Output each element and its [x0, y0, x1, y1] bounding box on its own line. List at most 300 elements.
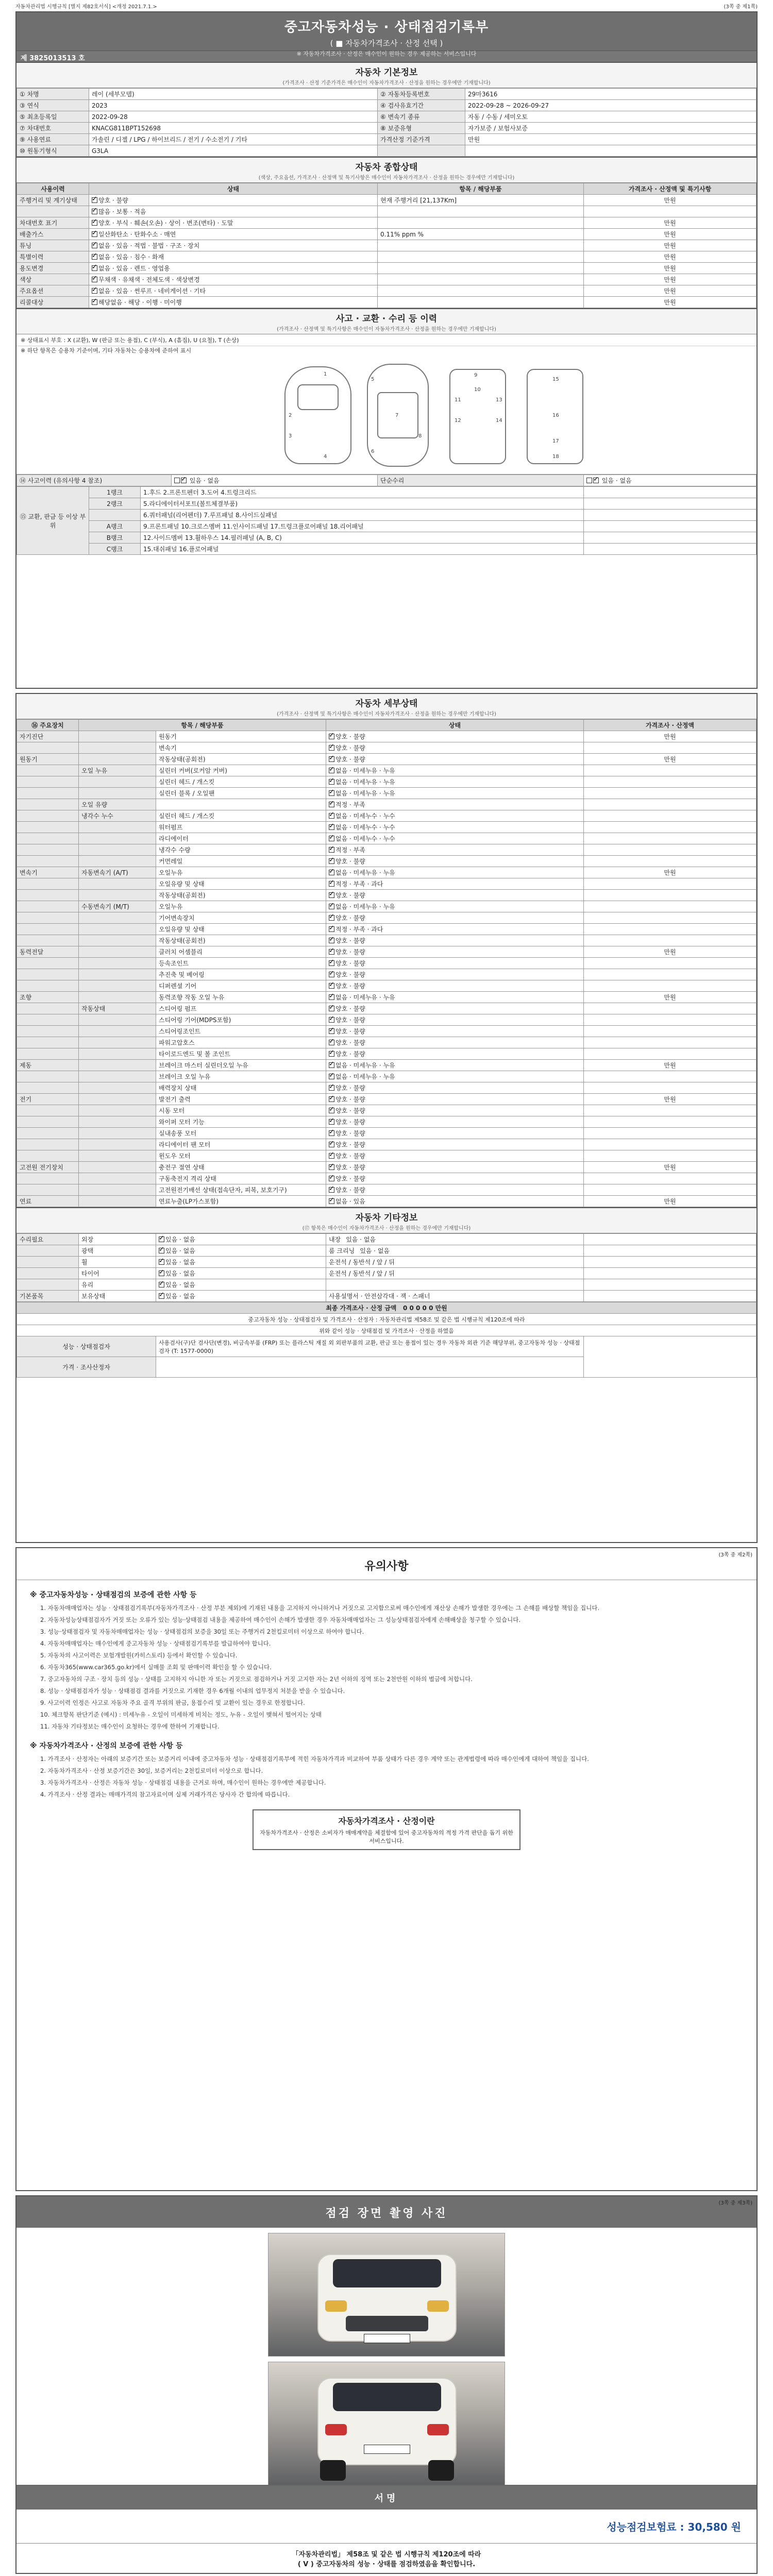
checkbox-checked[interactable]: [92, 231, 97, 237]
rank-items: 6.쿼터패널(리어펜더) 7.루프패널 8.사이드실패널: [141, 510, 584, 521]
detail-item: 클러치 어셈블리: [156, 946, 326, 958]
checkbox-checked[interactable]: [159, 1236, 164, 1242]
detail-price: [584, 822, 757, 833]
detail-price: [584, 742, 757, 754]
basic-info-row: [17, 89, 757, 100]
checkbox-checked[interactable]: [159, 1270, 164, 1276]
detail-state-options: 양호 · 불량: [335, 1005, 365, 1012]
summary-col-item: 사용이력: [17, 183, 89, 195]
rank-price: [584, 487, 757, 498]
detail-state: [326, 912, 584, 924]
detail-item: 배력장치 상태: [156, 1082, 326, 1094]
basic-info-label: ⑧ 보증유형: [378, 123, 465, 134]
basic-info-value: 자동 / 수동 / 세미오토: [465, 111, 757, 123]
etc-state: [156, 1234, 326, 1245]
summary-price: 만원: [584, 285, 757, 297]
rank-label: A랭크: [89, 521, 141, 532]
checkbox-checked[interactable]: [329, 1017, 334, 1023]
etc-state-options: 있음 · 없음: [165, 1270, 195, 1277]
checkbox-checked[interactable]: [329, 824, 334, 830]
etc-item: 휠: [79, 1257, 156, 1268]
checkbox-checked[interactable]: [329, 1108, 334, 1113]
checkbox-checked[interactable]: [329, 1085, 334, 1091]
detail-row: [17, 856, 757, 867]
summary-price: [584, 206, 757, 217]
detail-item: 작동상태(공회전): [156, 890, 326, 901]
checkbox-checked[interactable]: [593, 478, 599, 483]
panel-number: 12: [455, 418, 461, 423]
etc-item-2: [326, 1257, 584, 1268]
checkbox-checked[interactable]: [92, 299, 97, 305]
detail-price: [584, 1037, 757, 1048]
detail-group: [17, 890, 79, 901]
etc-state-options: 있음 · 없음: [165, 1281, 195, 1289]
detail-row: [17, 867, 757, 878]
summary-col-detail: 항목 / 해당부품: [378, 183, 584, 195]
detail-row: [17, 1037, 757, 1048]
checkbox-checked[interactable]: [92, 265, 97, 271]
summary-price: 만원: [584, 240, 757, 251]
accident-legend-2: ※ 하단 항목은 승용차 기준이며, 기타 자동차는 승용차에 준하여 표시: [21, 347, 192, 354]
detail-state: [326, 890, 584, 901]
basic-info-label: 가격산정 기준가격: [378, 134, 465, 145]
detail-price: [584, 1105, 757, 1116]
checkbox-checked[interactable]: [329, 1096, 334, 1102]
detail-group: [17, 1003, 79, 1014]
checkbox[interactable]: [586, 478, 592, 483]
detail-state: [326, 1082, 584, 1094]
etc-state-options: 있음 · 없음: [165, 1247, 195, 1255]
summary-state: [89, 251, 378, 263]
detail-state: [326, 799, 584, 810]
checkbox-checked[interactable]: [329, 745, 334, 751]
checkbox-checked[interactable]: [329, 1040, 334, 1045]
rank-row: [17, 487, 757, 498]
simple-repair-label: 단순수리: [378, 475, 584, 486]
detail-item: 윈도우 모터: [156, 1150, 326, 1162]
checkbox-checked[interactable]: [329, 802, 334, 807]
summary-detail: 현재 주행거리 [21,137Km]: [378, 195, 584, 206]
checkbox-checked[interactable]: [329, 960, 334, 966]
checkbox-checked[interactable]: [329, 1153, 334, 1159]
detail-price: [584, 1128, 757, 1139]
detail-row: [17, 731, 757, 742]
detail-group: [17, 856, 79, 867]
detail-state-options: 양호 · 불량: [335, 1050, 365, 1058]
detail-sub: [79, 1082, 156, 1094]
basic-info-value: 자가보증 / 보험사보증: [465, 123, 757, 134]
panel-number: 14: [496, 418, 502, 423]
detail-row: [17, 1094, 757, 1105]
notice-item: 10. 체크항목 판단기준 (예시) : 미세누유 - 오일이 미세하게 비치는 정도, 누유 - 오일이 맺혀서 떨어지는 상태: [40, 1711, 322, 1718]
rank-price: [584, 498, 757, 510]
checkbox-checked[interactable]: [329, 1062, 334, 1068]
page-indicator: (3쪽 중 제3쪽): [718, 2200, 752, 2206]
basic-info-row: [17, 134, 757, 145]
summary-label: 주요옵션: [17, 285, 89, 297]
detail-sub: 냉각수 누수: [79, 810, 156, 822]
checkbox-checked[interactable]: [329, 904, 334, 909]
accident-subtitle: (가격조사 · 산정액 및 특기사항은 매수인이 자동차가격조사 · 산정을 원하는 경우에만 기재합니다): [277, 327, 496, 332]
checkbox-checked[interactable]: [329, 1130, 334, 1136]
checkbox-checked[interactable]: [329, 1051, 334, 1057]
etc-item-2-label: 내장: [329, 1236, 341, 1243]
detail-group: 제동: [17, 1060, 79, 1071]
etc-subtitle: (⑰ 항목은 매수인이 자동차가격조사 · 산정을 원하는 경우에만 기재합니다): [302, 1226, 471, 1231]
rank-row: [17, 510, 757, 521]
checkbox-checked[interactable]: [329, 949, 334, 955]
etc-row: [17, 1279, 757, 1291]
detail-state: [326, 1026, 584, 1037]
detail-row: [17, 1071, 757, 1082]
detail-sub: [79, 742, 156, 754]
checkbox-checked[interactable]: [329, 847, 334, 853]
checkbox-checked[interactable]: [329, 858, 334, 864]
detail-sub: [79, 1037, 156, 1048]
detail-item: 실린더 커버(로커암 커버): [156, 765, 326, 776]
basic-info-row: [17, 100, 757, 111]
detail-state: [326, 1196, 584, 1207]
summary-state: [89, 195, 378, 206]
simple-repair-options: 있음 · 없음: [601, 477, 632, 484]
checkbox-checked[interactable]: [329, 813, 334, 819]
detail-row: [17, 788, 757, 799]
checkbox-checked[interactable]: [92, 220, 97, 226]
detail-sub: [79, 992, 156, 1003]
detail-state-options: 양호 · 불량: [335, 971, 365, 978]
checkbox-checked[interactable]: [159, 1293, 164, 1299]
notice-item: 9. 사고이력 인정은 사고로 자동차 주요 골격 부위의 판금, 용접수리 및 교환이 있는 경우로 한정합니다.: [40, 1699, 305, 1706]
panel-number: 8: [418, 433, 422, 439]
summary-row: [17, 229, 757, 240]
detail-state-options: 없음 · 있음: [335, 1198, 365, 1205]
detail-sub: [79, 1060, 156, 1071]
summary-price: 만원: [584, 195, 757, 206]
detail-price: [584, 912, 757, 924]
detail-price: 만원: [584, 1094, 757, 1105]
detail-sub: [79, 1162, 156, 1173]
detail-state: [326, 878, 584, 890]
etc-item-2: [326, 1234, 584, 1245]
detail-price: [584, 878, 757, 890]
outer-panel-label: ⑮ 교환, 판금 등 이상 부위: [17, 487, 89, 555]
etc-item-2: [326, 1245, 584, 1257]
basic-info-value: 2022-09-28 ~ 2026-09-27: [465, 100, 757, 111]
detail-price: [584, 901, 757, 912]
basic-info-header: [16, 62, 757, 88]
detail-row: [17, 946, 757, 958]
final-price-title: 최종 가격조사 · 산정 금액: [326, 1304, 397, 1312]
summary-state-options: 많음 · 보통 · 적음: [98, 208, 146, 215]
detail-group: [17, 776, 79, 788]
etc-item-2-label: 운전석 / 동반석 / 앞 / 뒤: [329, 1270, 395, 1277]
checkbox-checked[interactable]: [329, 870, 334, 875]
checkbox-checked[interactable]: [159, 1248, 164, 1253]
detail-state: [326, 1139, 584, 1150]
checkbox-checked[interactable]: [329, 1028, 334, 1034]
photo-section-title: 점검 장면 촬영 사진: [16, 2196, 757, 2228]
detail-state: [326, 980, 584, 992]
summary-detail: [378, 274, 584, 285]
detail-price: 만원: [584, 946, 757, 958]
page-3: [15, 1547, 758, 2191]
detail-sub: [79, 856, 156, 867]
detail-state: [326, 946, 584, 958]
detail-col-state: 상태: [326, 720, 584, 731]
etc-state-options: 있음 · 없음: [165, 1293, 195, 1300]
detail-state: [326, 844, 584, 856]
detail-sub: [79, 980, 156, 992]
detail-sub: [79, 1196, 156, 1207]
basic-info-value: 가솔린 / 디젤 / LPG / 하이브리드 / 전기 / 수소전기 / 기타: [89, 134, 378, 145]
checkbox-checked[interactable]: [92, 197, 97, 203]
stamp-cell: [584, 1336, 757, 1378]
panel-number: 2: [289, 413, 292, 418]
detail-item: 디퍼렌셜 기어: [156, 980, 326, 992]
checkbox-checked[interactable]: [92, 209, 97, 214]
checkbox-checked[interactable]: [329, 1187, 334, 1193]
rank-price: [584, 532, 757, 544]
detail-price: [584, 776, 757, 788]
notice-item: 5. 자동차의 사고이력은 보험개발원(카히스토리) 등에서 확인할 수 있습니다.: [40, 1652, 238, 1659]
detail-state: [326, 1150, 584, 1162]
basic-info-row: [17, 145, 757, 157]
notice-item: 1. 가격조사 · 산정자는 아래의 보증기간 또는 보증거리 이내에 중고자동차 성능 · 상태점검기록부에 적힌 자동차가격과 비교하여 부품 상태가 다른 경우 계약 또는 관계법령에 따라 매수인에게 대하여 책임을 집니다.: [40, 1755, 589, 1762]
etc-item-2: [326, 1291, 584, 1302]
summary-detail: [378, 297, 584, 308]
final-price-table: [16, 1302, 757, 1378]
checkbox-checked[interactable]: [329, 768, 334, 773]
detail-state: [326, 1173, 584, 1184]
checkbox[interactable]: [174, 478, 180, 483]
detail-state: [326, 958, 584, 969]
detail-item: 시동 모터: [156, 1105, 326, 1116]
etc-row: [17, 1291, 757, 1302]
summary-row: [17, 240, 757, 251]
detail-sub: 오일 누유: [79, 765, 156, 776]
detail-price: 만원: [584, 754, 757, 765]
rank-label: 1랭크: [89, 487, 141, 498]
detail-group: [17, 1048, 79, 1060]
detail-group: [17, 1184, 79, 1196]
checkbox-checked[interactable]: [329, 972, 334, 977]
checkbox-checked[interactable]: [329, 983, 334, 989]
notice-item: 11. 자동차 기타정보는 매수인이 요청하는 경우에 한하여 기재합니다.: [40, 1723, 220, 1730]
detail-row: [17, 1082, 757, 1094]
checkbox-checked[interactable]: [159, 1259, 164, 1265]
detail-item: 작동상태(공회전): [156, 754, 326, 765]
detail-state: [326, 1071, 584, 1082]
rank-row: [17, 532, 757, 544]
rank-label: [89, 510, 141, 521]
detail-state-options: 양호 · 불량: [335, 1028, 365, 1035]
detail-row: [17, 912, 757, 924]
detail-item: 브레이크 마스터 실린더오일 누유: [156, 1060, 326, 1071]
detail-group: 원동기: [17, 754, 79, 765]
pricing-explanation-box: [253, 1809, 520, 1850]
detail-state: [326, 935, 584, 946]
summary-detail: [378, 217, 584, 229]
detail-state: [326, 1014, 584, 1026]
detail-price: [584, 1139, 757, 1150]
detail-state-options: 없음 · 미세누수 · 누수: [335, 824, 395, 831]
detail-row: [17, 1139, 757, 1150]
detail-row: [17, 969, 757, 980]
detail-group: [17, 878, 79, 890]
rank-row: [17, 498, 757, 510]
summary-title: 자동차 종합상태: [355, 162, 418, 173]
detail-group: 동력전달: [17, 946, 79, 958]
detail-group: [17, 924, 79, 935]
detail-item: 발전기 출력: [156, 1094, 326, 1105]
rank-label: 2랭크: [89, 498, 141, 510]
checkbox-checked[interactable]: [329, 1176, 334, 1181]
summary-row: [17, 285, 757, 297]
summary-price: 만원: [584, 229, 757, 240]
detail-row: [17, 980, 757, 992]
document-title-band: [16, 12, 757, 57]
detail-state: [326, 1116, 584, 1128]
notice-subheading-2: ※ 자동차가격조사 · 산정의 보증에 관한 사항 등: [30, 1742, 183, 1750]
etc-row: [17, 1257, 757, 1268]
checkbox-checked[interactable]: [329, 1006, 334, 1011]
page-indicator: (3쪽 중 제1쪽): [724, 4, 758, 10]
accident-history-label: ⑭ 사고이력 (유의사항 4 참조): [17, 475, 172, 486]
checkbox-checked[interactable]: [329, 926, 334, 932]
checkbox-checked[interactable]: [92, 277, 97, 282]
detail-state: [326, 1048, 584, 1060]
checkbox-checked[interactable]: [92, 288, 97, 294]
detail-state-options: 양호 · 불량: [335, 960, 365, 967]
checkbox-checked[interactable]: [329, 938, 334, 943]
detail-state: [326, 822, 584, 833]
detail-state-options: 양호 · 불량: [335, 1153, 365, 1160]
basic-info-value: 2022-09-28: [89, 111, 378, 123]
checkbox-checked[interactable]: [329, 1164, 334, 1170]
pricing-explanation-text: 자동차가격조사 · 산정은 소비자가 매매계약을 체결함에 있어 중고자동차의 적정 가격 판단을 돕기 위한 서비스입니다.: [260, 1829, 513, 1844]
summary-label: 특별이력: [17, 251, 89, 263]
detail-row: [17, 1003, 757, 1014]
detail-price: [584, 844, 757, 856]
detail-row: [17, 1026, 757, 1037]
detail-item: 와이퍼 모터 기능: [156, 1116, 326, 1128]
detail-col-main: ⑯ 주요장치: [17, 720, 79, 731]
detail-state-options: 양호 · 불량: [335, 982, 365, 990]
summary-state: [89, 297, 378, 308]
etc-group: [17, 1257, 79, 1268]
checkbox-checked[interactable]: [181, 478, 187, 483]
etc-price: [584, 1234, 757, 1245]
summary-state-options: 해당없음 · 해당 · 이행 · 미이행: [98, 299, 182, 306]
accident-history-options: 있음 · 없음: [189, 477, 220, 484]
checkbox-checked[interactable]: [329, 1142, 334, 1147]
detail-item: 실내송풍 모터: [156, 1128, 326, 1139]
detail-title: 자동차 세부상태: [355, 699, 418, 709]
detail-state: [326, 810, 584, 822]
detail-sub: [79, 878, 156, 890]
checkbox-checked[interactable]: [159, 1282, 164, 1287]
detail-sub: [79, 1048, 156, 1060]
summary-row: [17, 217, 757, 229]
etc-item-2-label: 운전석 / 동반석 / 앞 / 뒤: [329, 1259, 395, 1266]
detail-sub: [79, 788, 156, 799]
inspection-fee-value: 30,580 원: [687, 2521, 741, 2533]
checkbox-checked[interactable]: [329, 836, 334, 841]
etc-item-2-state: 있음 · 없음: [346, 1236, 376, 1243]
detail-state-options: 적정 · 부족 · 과다: [335, 880, 383, 888]
detail-state: [326, 969, 584, 980]
detail-item: 타이로드엔드 및 볼 조인트: [156, 1048, 326, 1060]
checkbox-checked[interactable]: [329, 1074, 334, 1079]
detail-item: 오일누유: [156, 901, 326, 912]
outer-panel-table: [16, 486, 757, 555]
checkbox-checked[interactable]: [92, 243, 97, 248]
detail-sub: 작동상태: [79, 1003, 156, 1014]
notice-item: 3. 자동차가격조사 · 산정은 자동차 성능 · 상태점검 내용을 근거로 하며, 매수인이 원하는 경우에만 제공합니다.: [40, 1779, 326, 1786]
checkbox-checked[interactable]: [329, 756, 334, 762]
etc-row: [17, 1245, 757, 1257]
detail-row: [17, 1105, 757, 1116]
detail-price: [584, 1071, 757, 1082]
detail-state-options: 양호 · 불량: [335, 744, 365, 752]
summary-price: 만원: [584, 217, 757, 229]
detail-sub: 수동변속기 (M/T): [79, 901, 156, 912]
summary-row: [17, 297, 757, 308]
summary-row: [17, 206, 757, 217]
checkbox-checked[interactable]: [329, 1198, 334, 1204]
detail-row: [17, 1128, 757, 1139]
accident-header: [16, 308, 757, 334]
summary-state-options: 양호 · 불량: [98, 197, 128, 204]
detail-sub: [79, 1173, 156, 1184]
checkbox-checked[interactable]: [329, 892, 334, 898]
checkbox-checked[interactable]: [92, 254, 97, 260]
checkbox-checked[interactable]: [329, 779, 334, 785]
detail-item: 작동상태(공회전): [156, 935, 326, 946]
checkbox-checked[interactable]: [329, 1119, 334, 1125]
basic-info-value: 29마3616: [465, 89, 757, 100]
detail-group: 전기: [17, 1094, 79, 1105]
detail-item: 커먼레일: [156, 856, 326, 867]
checkbox-checked[interactable]: [329, 915, 334, 921]
form-law-reference: 자동차관리법 시행규칙 [별지 제82호서식] <개정 2021.7.1.>: [15, 4, 157, 10]
summary-state: [89, 229, 378, 240]
detail-header: [16, 694, 757, 719]
detail-price: [584, 1082, 757, 1094]
panel-number: 5: [371, 377, 375, 382]
inspection-photo-front: [268, 2233, 505, 2357]
accident-history-value: [172, 475, 378, 486]
document-subtitle: ( ■ 자동차가격조사 · 산정 선택 ): [330, 39, 443, 48]
detail-group: [17, 969, 79, 980]
checkbox-checked[interactable]: [329, 994, 334, 1000]
summary-row: [17, 274, 757, 285]
detail-state-options: 양호 · 불량: [335, 1130, 365, 1137]
basic-info-subtitle: (가격조사 · 산정 기준가격은 매수인이 자동차가격조사 · 산정을 원하는 경우에만 기재합니다): [282, 80, 491, 86]
detail-state-options: 양호 · 불량: [335, 1096, 365, 1103]
detail-sub: [79, 844, 156, 856]
checkbox-checked[interactable]: [329, 881, 334, 887]
basic-info-label: ⑦ 차대번호: [17, 123, 89, 134]
detail-item: 연료누출(LP가스포함): [156, 1196, 326, 1207]
detail-state-options: 없음 · 미세누유 · 누유: [335, 778, 395, 786]
detail-state-options: 없음 · 미세누수 · 누수: [335, 835, 395, 842]
final-price-amount: 0 0 0 0 0 만원: [402, 1304, 447, 1312]
detail-state: [326, 754, 584, 765]
checkbox-checked[interactable]: [329, 790, 334, 796]
checkbox-checked[interactable]: [329, 734, 334, 739]
detail-price: [584, 924, 757, 935]
